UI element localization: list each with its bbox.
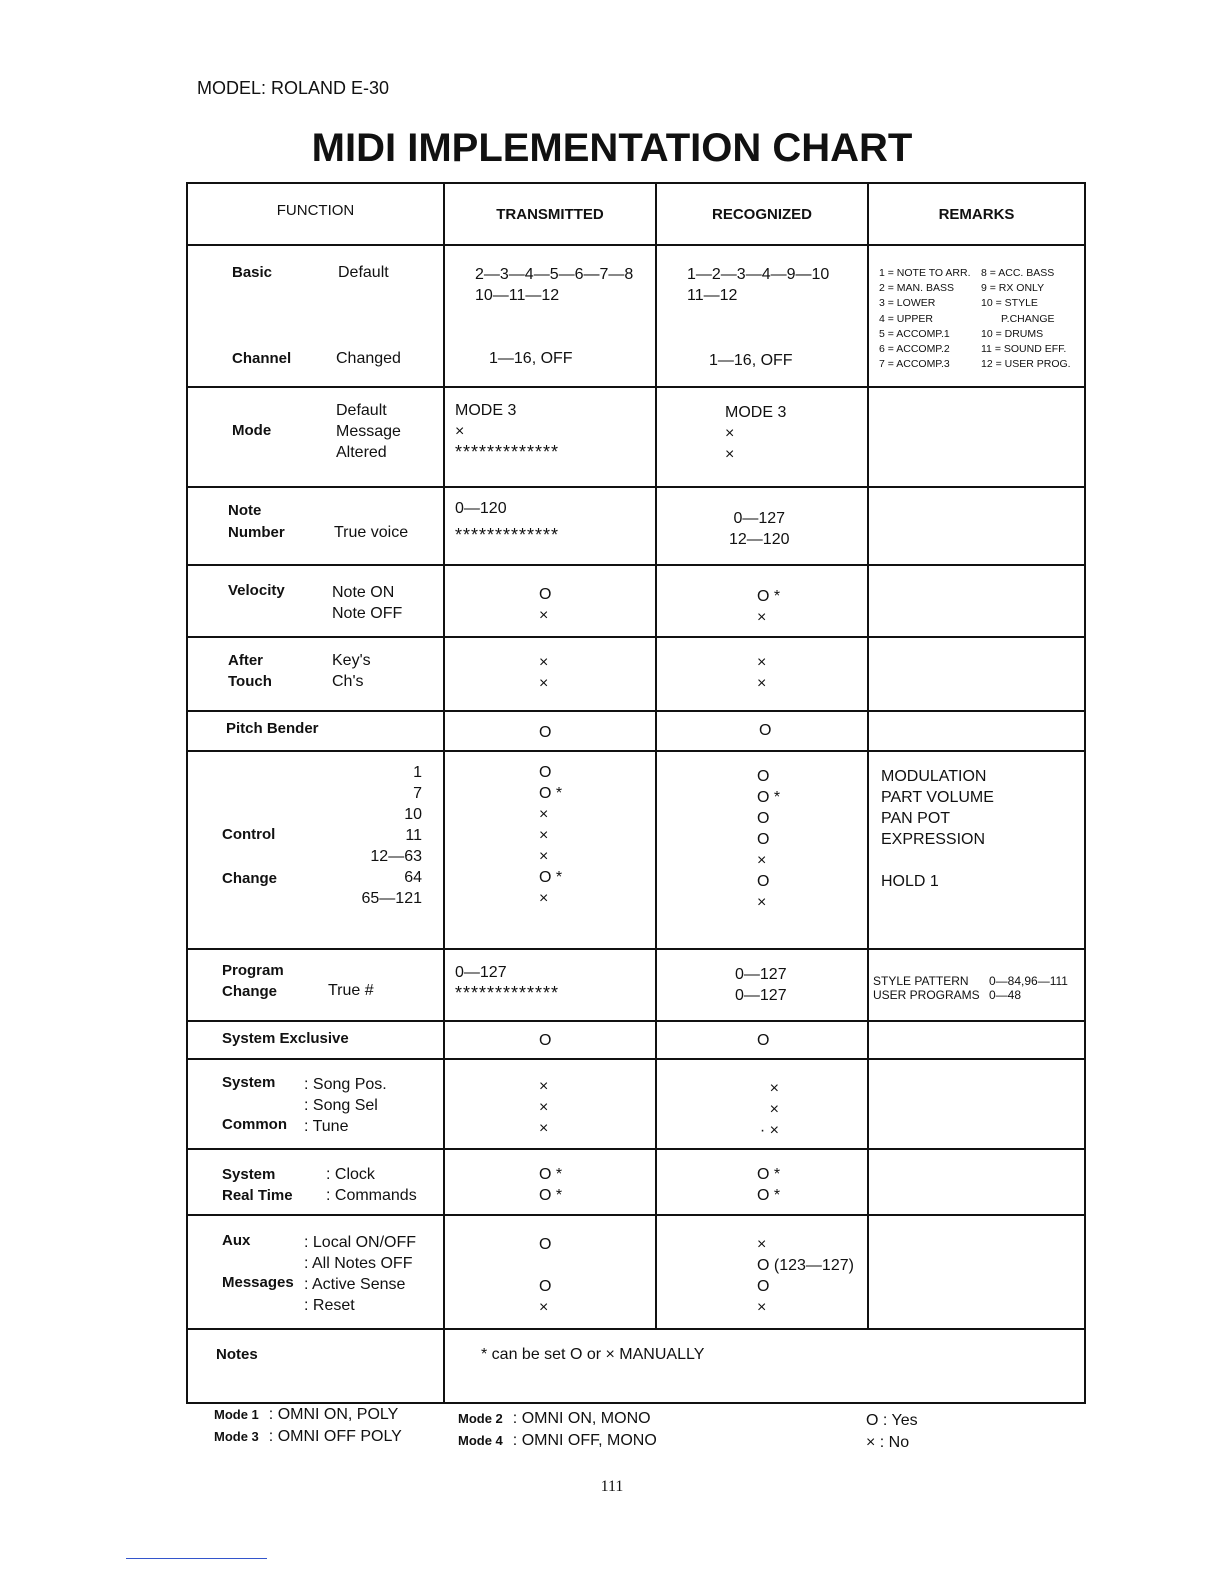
rx-basic-changed: 1—16, OFF [709,352,793,369]
tx-control: O O * × × × O * × [539,764,563,907]
footer-modes-right [458,1408,657,1452]
rx-control: O O * O O × O × [757,768,781,911]
header-transmitted: TRANSMITTED [496,206,604,223]
tx-sysex: O [539,1032,552,1049]
label-system-common-2: Common [222,1116,287,1133]
basic-channel-remarks: 1 = NOTE TO ARR. 8 = ACC. BASS 2 = MAN. BASS 9 = RX ONLY 3 = LOWER 10 = STYLE 4 = UPPER P.CHANGE 5 = ACCOMP.1 10 = DRUMS 6 = ACCOMP.2 11 = SOUND EFF. 7 = ACCOMP.3 12 = USER PROG. [879,267,1071,371]
sub-true-number: True # [328,982,374,999]
sub-true-voice: True voice [334,524,409,541]
row-control-change [187,751,1085,949]
rx-program: 0—127 0—127 [735,966,787,1004]
label-notes: Notes [216,1346,258,1363]
tx-pitch: O [539,724,552,741]
tx-mode: MODE 3 × ************* [455,402,560,462]
label-system-exclusive: System Exclusive [222,1030,349,1047]
tx-basic-default: 2—3—4—5—6—7—8 10—11—12 [475,266,634,304]
rx-sysex: O [757,1032,770,1049]
page-number: 111 [600,1478,624,1495]
mode2-label: Mode 2 [458,1411,503,1426]
rx-after: × × [757,654,767,692]
row-after-touch [187,637,1085,711]
header-function: FUNCTION [276,202,355,219]
tx-program: 0—127 ************* [455,964,560,1003]
mode-subs: Default Message Altered [336,402,401,461]
model-label: MODEL: ROLAND E-30 [197,78,390,98]
label-messages: Messages [222,1274,294,1291]
row-velocity [187,565,1085,637]
label-number: Number [228,524,285,541]
velocity-subs: Note ON Note OFF [332,584,403,622]
tx-aux: O O × [539,1236,552,1316]
row-system-exclusive [187,1021,1085,1059]
sub-default: Default [338,264,389,281]
footer-modes-left [214,1404,402,1448]
label-control: Control [222,826,276,843]
label-mode: Mode [232,422,272,439]
header-remarks: REMARKS [938,206,1015,223]
notes-text: * can be set O or × MANUALLY [481,1346,705,1363]
tx-after: × × [539,654,549,692]
mode4-label: Mode 4 [458,1433,503,1448]
label-system-real-time: System Real Time [222,1166,293,1204]
label-program-change: Program Change [222,962,284,1000]
rx-common: × × · × [759,1080,779,1139]
rx-realtime: O * O * [757,1166,781,1204]
tx-realtime: O * O * [539,1166,563,1204]
rx-velocity: O * × [757,588,781,626]
row-system-common [187,1059,1085,1149]
footer-legend [866,1410,918,1454]
mode1-label: Mode 1 [214,1407,259,1422]
tx-velocity: O × [539,586,552,624]
program-remarks: STYLE PATTERN 0—84,96—111 USER PROGRAMS 0—48 [873,974,1068,1002]
row-note-number [187,487,1085,565]
mode4-value: : OMNI OFF, MONO [512,1432,657,1449]
label-after-touch: After Touch [228,652,272,690]
row-notes [187,1329,1085,1403]
rx-mode: MODE 3 × × [725,404,787,463]
label-aux: Aux [222,1232,251,1249]
label-channel: Channel [232,350,292,367]
rx-aux: × O (123—127) O × [757,1236,854,1316]
footer-underline [126,1558,267,1559]
mode2-value: : OMNI ON, MONO [512,1410,651,1427]
sub-changed: Changed [336,350,401,367]
common-subs: : Song Pos. : Song Sel : Tune [304,1076,387,1135]
rx-basic-default: 1—2—3—4—9—10 11—12 [687,266,830,304]
realtime-subs: : Clock : Commands [326,1166,417,1204]
header-row [187,183,1085,245]
tx-common: × × × [539,1078,549,1137]
row-mode [187,387,1085,487]
tx-basic-changed: 1—16, OFF [489,350,573,367]
label-pitch-bender: Pitch Bender [226,720,319,737]
label-change: Change [222,870,278,887]
label-basic: Basic [232,264,273,281]
label-system-common-1: System [222,1074,276,1091]
tx-note: 0—120 ************* [455,500,560,545]
aux-subs: : Local ON/OFF : All Notes OFF : Active Sense : Reset [304,1234,417,1314]
legend-no: × : No [866,1434,910,1451]
mode3-label: Mode 3 [214,1429,259,1444]
control-numbers: 1 7 10 11 12—63 64 65—121 [361,764,422,907]
rx-note: 0—127 12—120 [729,510,790,548]
row-basic-channel [187,245,1085,387]
legend-yes: O : Yes [866,1412,918,1429]
label-note: Note [228,502,262,519]
page-title: MIDI IMPLEMENTATION CHART [311,126,913,170]
after-subs: Key's Ch's [332,652,371,690]
label-velocity: Velocity [228,582,285,599]
row-program-change [187,949,1085,1021]
mode1-value: : OMNI ON, POLY [268,1406,399,1423]
row-pitch-bender [187,711,1085,751]
row-aux-messages [187,1215,1085,1329]
control-remarks: MODULATION PART VOLUME PAN POT EXPRESSION HOLD 1 [881,768,994,890]
row-system-real-time [187,1149,1085,1215]
header-recognized: RECOGNIZED [711,206,812,223]
rx-pitch: O [759,722,772,739]
midi-implementation-table [186,182,1086,1404]
mode3-value: : OMNI OFF POLY [268,1428,402,1445]
